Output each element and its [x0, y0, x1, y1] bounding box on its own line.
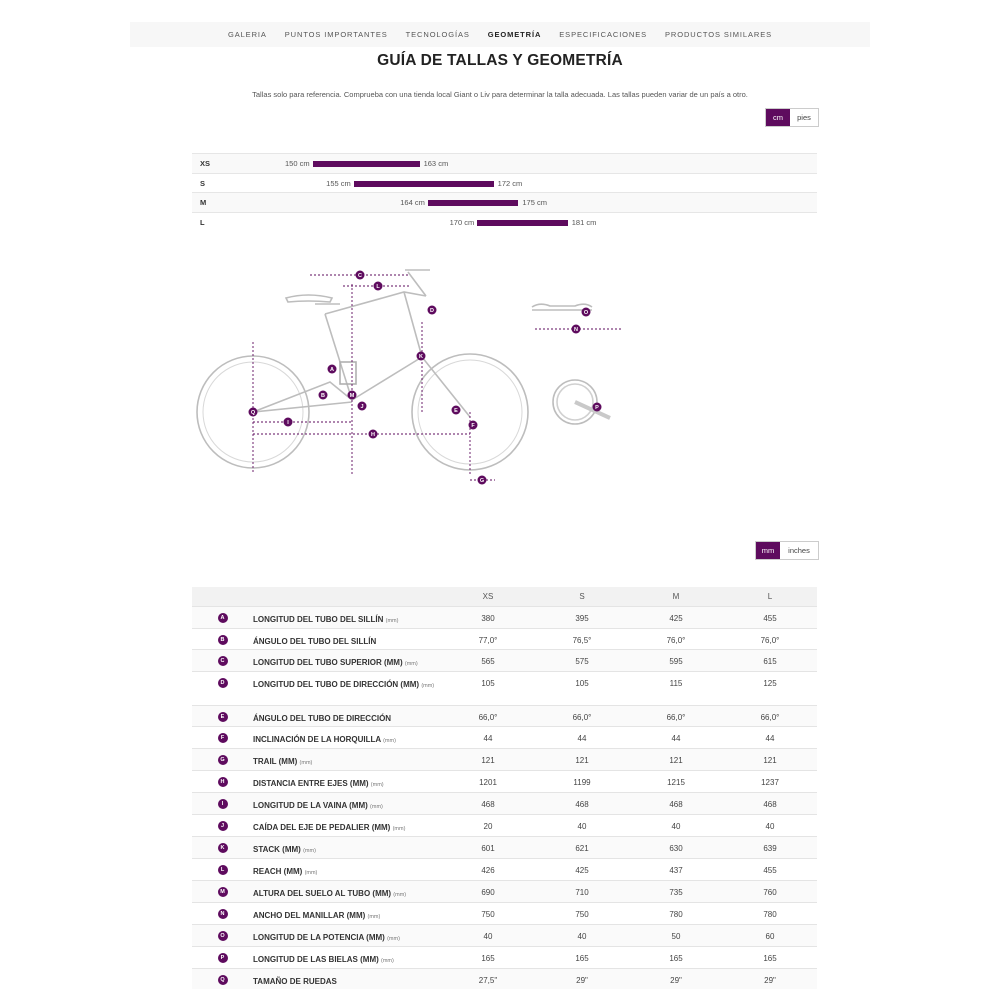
unit-inches-button[interactable]: inches	[780, 542, 818, 559]
value-cell-m: 76,0°	[629, 628, 723, 649]
svg-text:J: J	[360, 404, 364, 410]
value-cell-l: 125	[723, 671, 817, 705]
marker-p	[593, 403, 602, 412]
measurement-label: LONGITUD DE LA VAINA (MM)	[253, 800, 368, 810]
measurement-unit: (mm)	[367, 913, 381, 920]
measurement-label: ÁNGULO DEL TUBO DE DIRECCIÓN	[253, 713, 392, 723]
unit-cm-button[interactable]: cm	[766, 109, 790, 126]
value-cell-m: 66,0°	[629, 705, 723, 726]
geometry-row	[192, 858, 817, 880]
row-badge-cell	[192, 606, 253, 628]
header-size-xs: XS	[441, 587, 535, 606]
geometry-row	[192, 748, 817, 770]
svg-text:E: E	[454, 408, 458, 414]
nav-tecnologias[interactable]: TECNOLOGÍAS	[405, 30, 470, 39]
measurement-label: CAÍDA DEL EJE DE PEDALIER (MM)	[253, 822, 391, 832]
svg-text:I: I	[287, 420, 289, 426]
bike-geometry-diagram	[190, 262, 630, 492]
height-min-label: 150 cm	[285, 159, 310, 168]
value-cell-m: 44	[629, 726, 723, 748]
value-cell-m: 40	[629, 814, 723, 836]
bike-frame	[250, 292, 470, 417]
marker-g	[478, 476, 487, 485]
value-cell-xs: 380	[441, 606, 535, 628]
svg-text:H: H	[371, 432, 375, 438]
row-label-cell	[253, 748, 441, 770]
geometry-row	[192, 968, 817, 989]
row-label-cell	[253, 880, 441, 902]
letter-badge: F	[218, 733, 228, 743]
value-cell-xs: 690	[441, 880, 535, 902]
letter-badge: E	[218, 712, 228, 722]
geometry-unit-toggle	[755, 541, 819, 560]
section-nav	[130, 22, 870, 47]
height-max-label: 172 cm	[497, 178, 523, 188]
value-cell-m: 115	[629, 671, 723, 705]
letter-badge: H	[218, 777, 228, 787]
height-size-label: L	[200, 217, 205, 227]
row-label-cell	[253, 968, 441, 989]
value-cell-l: 44	[723, 726, 817, 748]
row-badge-cell	[192, 946, 253, 968]
height-range-bar	[354, 181, 494, 187]
nav-productos-similares[interactable]: PRODUCTOS SIMILARES	[665, 30, 773, 39]
measurement-label: STACK (MM)	[253, 844, 301, 854]
measurement-unit: (mm)	[370, 781, 384, 788]
nav-puntos-importantes[interactable]: PUNTOS IMPORTANTES	[284, 30, 388, 39]
value-cell-xs: 1201	[441, 770, 535, 792]
marker-h	[369, 430, 378, 439]
value-cell-xs: 105	[441, 671, 535, 705]
marker-b	[319, 391, 328, 400]
letter-badge: L	[218, 865, 228, 875]
value-cell-xs: 750	[441, 902, 535, 924]
row-label-cell	[253, 649, 441, 671]
value-cell-xs: 121	[441, 748, 535, 770]
row-badge-cell	[192, 705, 253, 726]
height-min-label: 164 cm	[400, 198, 425, 207]
geometry-row	[192, 814, 817, 836]
row-badge-cell	[192, 814, 253, 836]
svg-text:N: N	[574, 327, 578, 333]
geometry-row	[192, 902, 817, 924]
svg-text:B: B	[321, 393, 325, 399]
value-cell-s: 575	[535, 649, 629, 671]
svg-text:G: G	[479, 478, 485, 484]
geometry-table	[192, 587, 817, 989]
value-cell-xs: 468	[441, 792, 535, 814]
measurement-label: ÁNGULO DEL TUBO DEL SILLÍN	[253, 636, 377, 646]
value-cell-m: 735	[629, 880, 723, 902]
measurement-unit: (mm)	[404, 660, 418, 667]
letter-badge: G	[218, 755, 228, 765]
value-cell-m: 29"	[629, 968, 723, 989]
measurement-unit: (mm)	[421, 682, 435, 689]
row-badge-cell	[192, 792, 253, 814]
height-unit-toggle	[765, 108, 819, 127]
unit-mm-button[interactable]: mm	[756, 542, 780, 559]
header-spacer	[192, 587, 253, 606]
measurement-label: REACH (MM)	[253, 866, 303, 876]
value-cell-s: 105	[535, 671, 629, 705]
height-row	[192, 153, 817, 173]
measurement-label: LONGITUD DEL TUBO SUPERIOR (MM)	[253, 657, 403, 667]
measurement-label: LONGITUD DE LA POTENCIA (MM)	[253, 932, 385, 942]
marker-d	[428, 306, 437, 315]
value-cell-xs: 66,0°	[441, 705, 535, 726]
value-cell-m: 437	[629, 858, 723, 880]
measurement-unit: (mm)	[383, 737, 396, 744]
row-badge-cell	[192, 770, 253, 792]
marker-c	[356, 271, 365, 280]
value-cell-s: 425	[535, 858, 629, 880]
geometry-row	[192, 606, 817, 628]
measurement-unit: (mm)	[303, 847, 316, 854]
row-label-cell	[253, 705, 441, 726]
value-cell-m: 630	[629, 836, 723, 858]
row-label-cell	[253, 836, 441, 858]
unit-feet-button[interactable]: pies	[790, 109, 818, 126]
height-max-label: 163 cm	[423, 159, 449, 168]
value-cell-s: 468	[535, 792, 629, 814]
measurement-label: INCLINACIÓN DE LA HORQUILLA	[253, 734, 381, 744]
value-cell-s: 121	[535, 748, 629, 770]
row-label-cell	[253, 792, 441, 814]
page-title: GUÍA DE TALLAS Y GEOMETRÍA	[377, 52, 623, 69]
nav-geometria[interactable]: GEOMETRÍA	[487, 30, 542, 39]
measurement-unit: (mm)	[392, 825, 406, 832]
geometry-row	[192, 649, 817, 671]
svg-text:K: K	[419, 354, 423, 360]
svg-text:A: A	[330, 367, 334, 373]
size-disclaimer: Tallas solo para referencia. Comprueba con una tienda local Giant o Liv para determinar la talla adecuada. Las tallas pueden variar de un país a otro.	[252, 90, 748, 99]
measurement-unit: (mm)	[299, 759, 313, 766]
value-cell-s: 44	[535, 726, 629, 748]
height-max-label: 175 cm	[522, 198, 547, 207]
value-cell-l: 76,0°	[723, 628, 817, 649]
marker-n	[572, 325, 581, 334]
value-cell-l: 760	[723, 880, 817, 902]
letter-badge: I	[218, 799, 228, 809]
value-cell-m: 165	[629, 946, 723, 968]
letter-badge: N	[218, 909, 228, 919]
value-cell-l: 60	[723, 924, 817, 946]
height-range-bar	[428, 200, 519, 206]
geometry-row	[192, 880, 817, 902]
marker-i	[284, 418, 293, 427]
row-label-cell	[253, 924, 441, 946]
svg-text:M: M	[349, 393, 355, 399]
value-cell-l: 468	[723, 792, 817, 814]
value-cell-m: 595	[629, 649, 723, 671]
value-cell-xs: 165	[441, 946, 535, 968]
value-cell-s: 66,0°	[535, 705, 629, 726]
svg-text:Q: Q	[250, 410, 256, 416]
value-cell-xs: 44	[441, 726, 535, 748]
value-cell-s: 40	[535, 814, 629, 836]
measurement-label: ANCHO DEL MANILLAR (MM)	[253, 910, 366, 920]
measurement-unit: (mm)	[387, 935, 400, 942]
height-row	[192, 173, 817, 193]
nav-galeria[interactable]: GALERIA	[227, 30, 267, 39]
marker-f	[469, 421, 478, 430]
value-cell-s: 1199	[535, 770, 629, 792]
value-cell-s: 29"	[535, 968, 629, 989]
row-label-cell	[253, 946, 441, 968]
measurement-label: TAMAÑO DE RUEDAS	[253, 976, 337, 986]
rider-height-chart	[192, 153, 817, 231]
height-min-label: 170 cm	[449, 217, 475, 227]
row-badge-cell	[192, 748, 253, 770]
letter-badge: K	[218, 843, 228, 853]
row-label-cell	[253, 902, 441, 924]
value-cell-s: 750	[535, 902, 629, 924]
row-label-cell	[253, 814, 441, 836]
row-label-cell	[253, 726, 441, 748]
row-badge-cell	[192, 836, 253, 858]
measurement-label: LONGITUD DE LAS BIELAS (MM)	[253, 954, 379, 964]
marker-j	[358, 402, 367, 411]
nav-especificaciones[interactable]: ESPECIFICACIONES	[559, 30, 648, 39]
letter-badge: D	[218, 678, 228, 688]
header-label-spacer	[253, 587, 441, 606]
value-cell-l: 455	[723, 858, 817, 880]
value-cell-m: 780	[629, 902, 723, 924]
geometry-row	[192, 671, 817, 705]
geometry-row	[192, 726, 817, 748]
value-cell-m: 425	[629, 606, 723, 628]
value-cell-xs: 426	[441, 858, 535, 880]
marker-m	[348, 391, 357, 400]
height-row	[192, 212, 817, 232]
value-cell-m: 1215	[629, 770, 723, 792]
value-cell-l: 165	[723, 946, 817, 968]
value-cell-s: 165	[535, 946, 629, 968]
row-label-cell	[253, 671, 441, 705]
geometry-row	[192, 705, 817, 726]
value-cell-s: 710	[535, 880, 629, 902]
measurement-unit: (mm)	[304, 869, 318, 876]
value-cell-l: 455	[723, 606, 817, 628]
value-cell-xs: 20	[441, 814, 535, 836]
letter-badge: A	[218, 613, 228, 623]
letter-badge: M	[218, 887, 228, 897]
measurement-unit: (mm)	[393, 891, 407, 898]
value-cell-l: 66,0°	[723, 705, 817, 726]
marker-a	[328, 365, 337, 374]
marker-o	[582, 308, 591, 317]
marker-e	[452, 406, 461, 415]
value-cell-xs: 565	[441, 649, 535, 671]
geometry-row	[192, 836, 817, 858]
measurement-unit: (mm)	[381, 957, 394, 964]
value-cell-m: 468	[629, 792, 723, 814]
svg-text:L: L	[376, 284, 380, 290]
height-size-label: XS	[200, 159, 211, 168]
row-badge-cell	[192, 968, 253, 989]
height-max-label: 181 cm	[571, 217, 597, 227]
measurement-label: DISTANCIA ENTRE EJES (MM)	[253, 778, 369, 788]
svg-text:F: F	[471, 423, 475, 429]
header-size-m: M	[629, 587, 723, 606]
measurement-label: ALTURA DEL SUELO AL TUBO (MM)	[253, 888, 392, 898]
value-cell-s: 76,5°	[535, 628, 629, 649]
measurement-label: TRAIL (MM)	[253, 756, 298, 766]
letter-badge: B	[218, 635, 228, 645]
value-cell-s: 40	[535, 924, 629, 946]
geometry-row	[192, 770, 817, 792]
value-cell-l: 1237	[723, 770, 817, 792]
letter-badge: P	[218, 953, 228, 963]
height-size-label: M	[200, 198, 207, 207]
measurement-unit: (mm)	[370, 803, 383, 810]
value-cell-xs: 601	[441, 836, 535, 858]
row-badge-cell	[192, 671, 253, 705]
value-cell-l: 40	[723, 814, 817, 836]
svg-text:C: C	[358, 273, 362, 279]
header-size-l: L	[723, 587, 817, 606]
row-badge-cell	[192, 858, 253, 880]
geometry-row	[192, 628, 817, 649]
letter-badge: J	[218, 821, 228, 831]
svg-text:O: O	[583, 310, 589, 316]
height-range-bar	[313, 161, 420, 167]
svg-text:D: D	[430, 308, 434, 314]
row-badge-cell	[192, 924, 253, 946]
geometry-row	[192, 924, 817, 946]
row-badge-cell	[192, 726, 253, 748]
geometry-row	[192, 792, 817, 814]
measurement-label: LONGITUD DEL TUBO DEL SILLÍN	[253, 614, 384, 624]
header-size-s: S	[535, 587, 629, 606]
svg-text:P: P	[595, 405, 599, 411]
value-cell-l: 780	[723, 902, 817, 924]
height-size-label: S	[200, 178, 206, 188]
value-cell-s: 621	[535, 836, 629, 858]
letter-badge: C	[218, 656, 228, 666]
value-cell-m: 121	[629, 748, 723, 770]
measurement-label: LONGITUD DEL TUBO DE DIRECCIÓN (MM)	[253, 679, 420, 689]
marker-k	[417, 352, 426, 361]
measurement-unit: (mm)	[385, 617, 399, 624]
geometry-table-body	[192, 606, 817, 989]
row-label-cell	[253, 770, 441, 792]
geometry-header-row	[192, 587, 817, 606]
value-cell-l: 615	[723, 649, 817, 671]
value-cell-l: 121	[723, 748, 817, 770]
value-cell-s: 395	[535, 606, 629, 628]
row-badge-cell	[192, 628, 253, 649]
row-badge-cell	[192, 880, 253, 902]
value-cell-l: 639	[723, 836, 817, 858]
row-label-cell	[253, 606, 441, 628]
value-cell-l: 29"	[723, 968, 817, 989]
height-min-label: 155 cm	[326, 178, 351, 188]
row-badge-cell	[192, 902, 253, 924]
saddle	[286, 295, 332, 302]
value-cell-m: 50	[629, 924, 723, 946]
row-label-cell	[253, 858, 441, 880]
rear-shock	[340, 362, 356, 384]
geometry-row	[192, 946, 817, 968]
height-range-bar	[477, 220, 568, 226]
value-cell-xs: 27,5"	[441, 968, 535, 989]
height-row	[192, 192, 817, 212]
row-label-cell	[253, 628, 441, 649]
marker-q	[249, 408, 258, 417]
marker-l	[374, 282, 383, 291]
letter-badge: Q	[218, 975, 228, 985]
value-cell-xs: 40	[441, 924, 535, 946]
letter-badge: O	[218, 931, 228, 941]
row-badge-cell	[192, 649, 253, 671]
value-cell-xs: 77,0°	[441, 628, 535, 649]
